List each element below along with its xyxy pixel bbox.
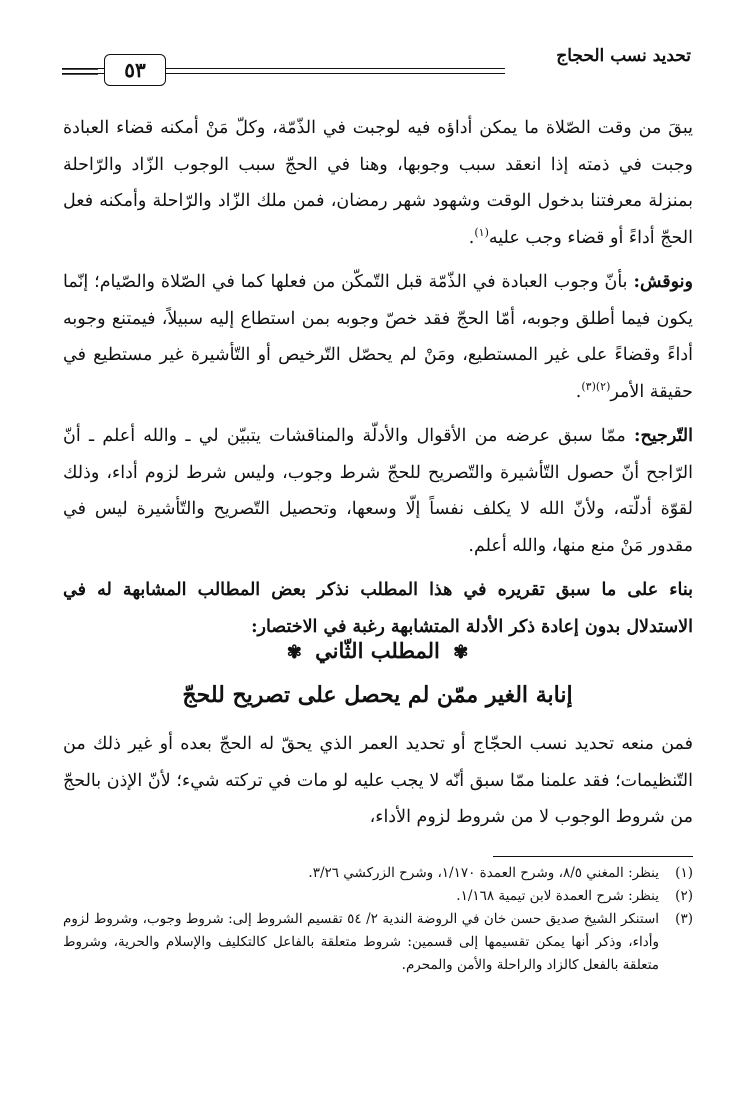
running-title: تحديد نسب الحجاج	[556, 46, 691, 66]
paragraph	[63, 418, 693, 564]
ornament-icon: ✾	[286, 642, 302, 663]
footnotes	[63, 862, 693, 977]
footnote-rule	[493, 856, 693, 857]
paragraph	[63, 264, 693, 410]
paragraph-text: ممّا سبق عرضه من الأقوال والأدلّة والمناقشات يتبيّن لي ـ والله أعلم ـ أنّ الرّاجح أنّ حصول التّأشيرة والتّصريح للحجّ شرط وجوب، وليس شرط لزوم أداء، وذلك لقوّة أدلّته، ولأنّ الله لا يكلف نفساً إلّا وسعها، وتحصيل التّصريح والتّأشيرة ليس في مقدور مَنْ منع منها، والله أعلم.	[63, 426, 693, 556]
page-number-text: ٥٣	[124, 58, 146, 82]
section-heading	[0, 638, 755, 663]
paragraph	[63, 110, 693, 256]
paragraph-bold: بناء على ما سبق تقريره في هذا المطلب نذكر بعض المطالب المشابهة له في الاستدلال بدون إعادة ذكر الأدلة المتشابهة رغبة في الاختصار:	[63, 580, 693, 637]
footnote	[63, 908, 693, 977]
header-rule-left	[62, 68, 98, 76]
page-number	[104, 54, 166, 86]
ornament-icon: ✾	[453, 642, 469, 663]
footnote-number: (١)	[675, 865, 693, 881]
main-text	[63, 110, 693, 653]
main-text-2	[63, 726, 693, 836]
paragraph-lead: ونوقش:	[633, 272, 693, 292]
footnote-text: ينظر: شرح العمدة لابن تيمية ١/١٦٨.	[456, 888, 659, 904]
footnote-ref: (٢)(٣)	[581, 379, 611, 393]
footnote-text: استنكر الشيخ صديق حسن خان في الروضة الندية ٢/ ٥٤ تقسيم الشروط إلى: شروط وجوب، وشروط لزوم وأداء، وذكر أنها يمكن تقسيمها إلى قسمين: شروط متعلقة بالفاعل كالتكليف والإسلام والحرية، وشروط متعلقة بالفعل كالزاد والراحلة والأمن والمحرم.	[63, 911, 659, 973]
footnote-ref: (١)	[474, 225, 489, 239]
paragraph-text: يبقَ من وقت الصّلاة ما يمكن أداؤه فيه لوجبت في الذّمّة، وكلّ مَنْ أمكنه قضاء العبادة وجبت في ذمته إذا انعقد سبب وجوبها، وهنا في الحجّ سبب الوجوب الزّاد والرّاحلة بمنزلة معرفتنا بدخول الوقت وشهود شهر رمضان، فمن ملك الزّاد والرّاحلة وأمكنه فعل الحجّ أداءً أو قضاء وجب عليه	[63, 118, 693, 248]
footnote-text: ينظر: المغني ٨/٥، وشرح العمدة ١/١٧٠، وشرح الزركشي ٣/٢٦.	[308, 865, 659, 881]
paragraph-lead: التّرجيح:	[634, 426, 693, 446]
footnote	[63, 885, 693, 908]
paragraph: فمن منعه تحديد نسب الحجّاج أو تحديد العمر الذي يحقّ له الحجّ بعده أو غير ذلك من التّنظيمات؛ فقد علمنا ممّا سبق أنّه لا يجب عليه لو مات في تركته شيء؛ لأنّ الإذن بالحجّ من شروط الوجوب لا من شروط لزوم الأداء،	[63, 734, 693, 827]
paragraph-end: .	[468, 227, 475, 248]
footnote-number: (٣)	[675, 911, 693, 927]
footnote-number: (٢)	[675, 888, 693, 904]
paragraph-text: بأنّ وجوب العبادة في الذّمّة قبل التّمكّن من فعلها كما في الصّلاة والصّيام؛ إنّما يكون فيما أطلق وجوبه، أمّا الحجّ فقد خصّ وجوبه بمن استطاع إليه سبيلاً، فيمتنع وجوبه أداءً وقضاءً على غير المستطيع، ومَنْ لم يحصّل التّرخيص أو التّأشيرة غير مستطيع في حقيقة الأمر	[63, 272, 693, 402]
paragraph-end: .	[575, 381, 582, 402]
footnote	[63, 862, 693, 885]
topic-title: إنابة الغير ممّن لم يحصل على تصريح للحجّ	[182, 682, 573, 708]
section-heading-text: المطلب الثّاني	[315, 638, 440, 663]
